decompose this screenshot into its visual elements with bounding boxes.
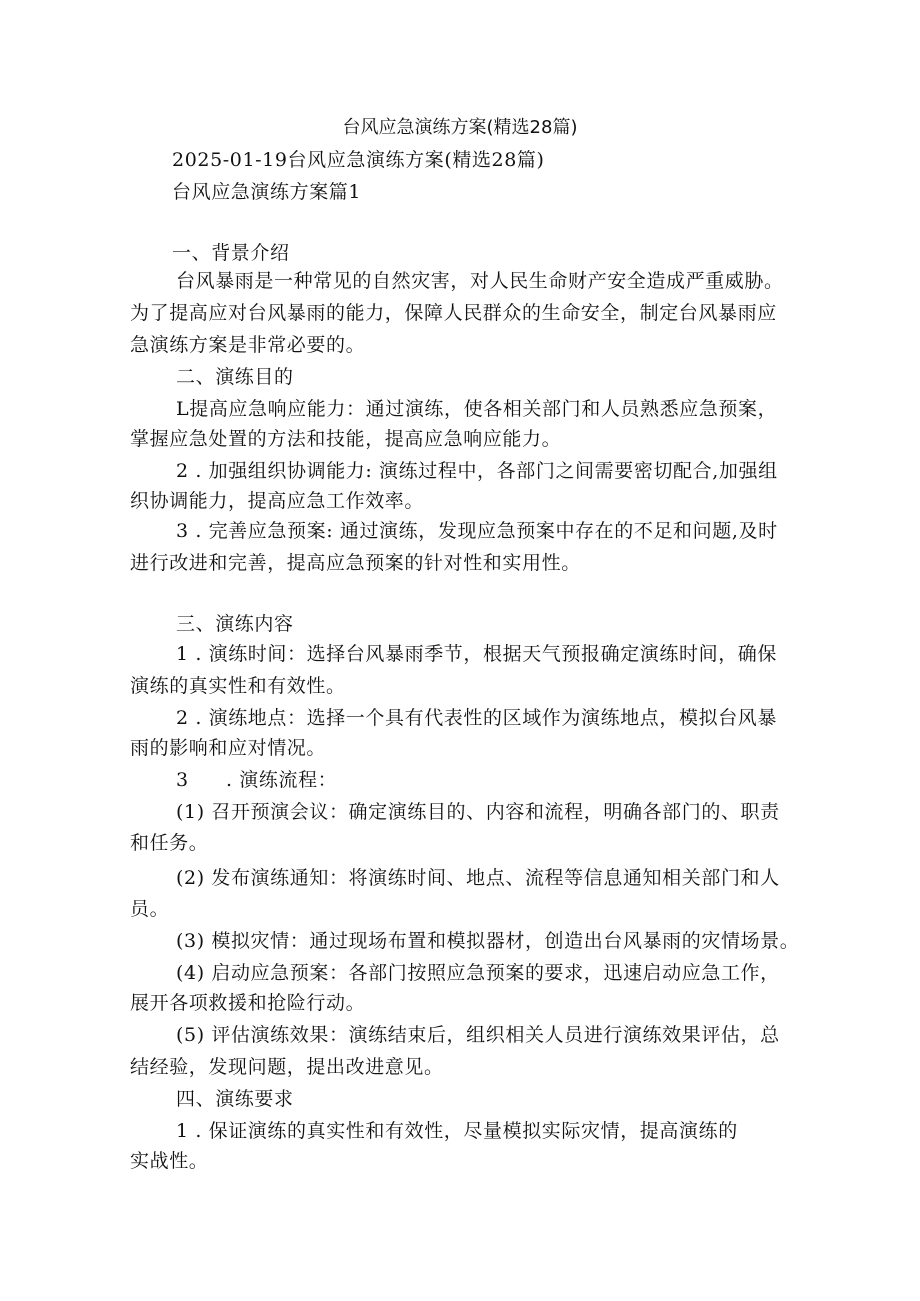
paragraph-line: 为了提高应对台风暴雨的能力，保障人民群众的生命安全，制定台风暴雨应 bbox=[130, 302, 777, 324]
paragraph-line: 急演练方案是非常必要的。 bbox=[130, 334, 366, 356]
list-item-line: 1 . 演练时间：选择台风暴雨季节，根据天气预报确定演练时间，确保 bbox=[176, 643, 778, 665]
document-title: 台风应急演练方案(精选28篇) bbox=[342, 117, 578, 138]
paragraph-line: 台风暴雨是一种常见的自然灾害，对人民生命财产安全造成严重威胁。 bbox=[176, 270, 784, 292]
sub-item-line: (5) 评估演练效果：演练结束后，组织相关人员进行演练效果评估，总 bbox=[176, 1024, 780, 1046]
list-item-line: 2 . 演练地点：选择一个具有代表性的区域作为演练地点，模拟台风暴 bbox=[176, 707, 778, 729]
sub-item-line: (1) 召开预演会议：确定演练目的、内容和流程，明确各部门的、职责 bbox=[176, 801, 780, 823]
date-line: 2025-01-19台风应急演练方案(精选28篇) bbox=[172, 149, 545, 171]
list-item-line: L提高应急响应能力：通过演练，使各相关部门和人员熟悉应急预案， bbox=[176, 398, 778, 420]
sub-item-line: 结经验，发现问题，提出改进意见。 bbox=[130, 1056, 444, 1078]
sub-item-line: 员。 bbox=[130, 898, 170, 920]
section-heading-purpose: 二、演练目的 bbox=[176, 366, 294, 388]
section-heading-content: 三、演练内容 bbox=[176, 613, 294, 635]
list-item-line: . 演练流程： bbox=[226, 769, 338, 791]
section-heading-requirements: 四、演练要求 bbox=[176, 1088, 294, 1110]
list-item-line: 进行改进和完善，提高应急预案的针对性和实用性。 bbox=[130, 552, 581, 574]
list-item-line: 雨的影响和应对情况。 bbox=[130, 737, 327, 759]
sub-item-line: (2) 发布演练通知：将演练时间、地点、流程等信息通知相关部门和人 bbox=[176, 867, 780, 889]
list-item-line: 2 . 加强组织协调能力: 演练过程中，各部门之间需要密切配合,加强组 bbox=[176, 460, 778, 482]
sub-item-line: 展开各项救援和抢险行动。 bbox=[130, 992, 366, 1014]
sub-item-line: (4) 启动应急预案：各部门按照应急预案的要求，迅速启动应急工作， bbox=[176, 962, 780, 984]
list-item-line: 织协调能力，提高应急工作效率。 bbox=[130, 490, 425, 512]
list-item-line: 3 . 完善应急预案: 通过演练，发现应急预案中存在的不足和问题,及时 bbox=[176, 520, 778, 542]
section-heading-background: 一、背景介绍 bbox=[172, 242, 290, 264]
list-item-line: 掌握应急处置的方法和技能，提高应急响应能力。 bbox=[130, 428, 562, 450]
list-item-line: 实战性。 bbox=[130, 1150, 209, 1172]
sub-item-line: 和任务。 bbox=[130, 832, 209, 854]
list-item-number: 3 bbox=[176, 769, 189, 791]
chapter-heading: 台风应急演练方案篇1 bbox=[172, 181, 362, 203]
list-item-line: 演练的真实性和有效性。 bbox=[130, 675, 346, 697]
list-item-line: 1 . 保证演练的真实性和有效性，尽量模拟实际灾情，提高演练的 bbox=[176, 1120, 738, 1142]
sub-item-line: (3) 模拟灾情：通过现场布置和模拟器材，创造出台风暴雨的灾情场景。 bbox=[176, 930, 800, 952]
